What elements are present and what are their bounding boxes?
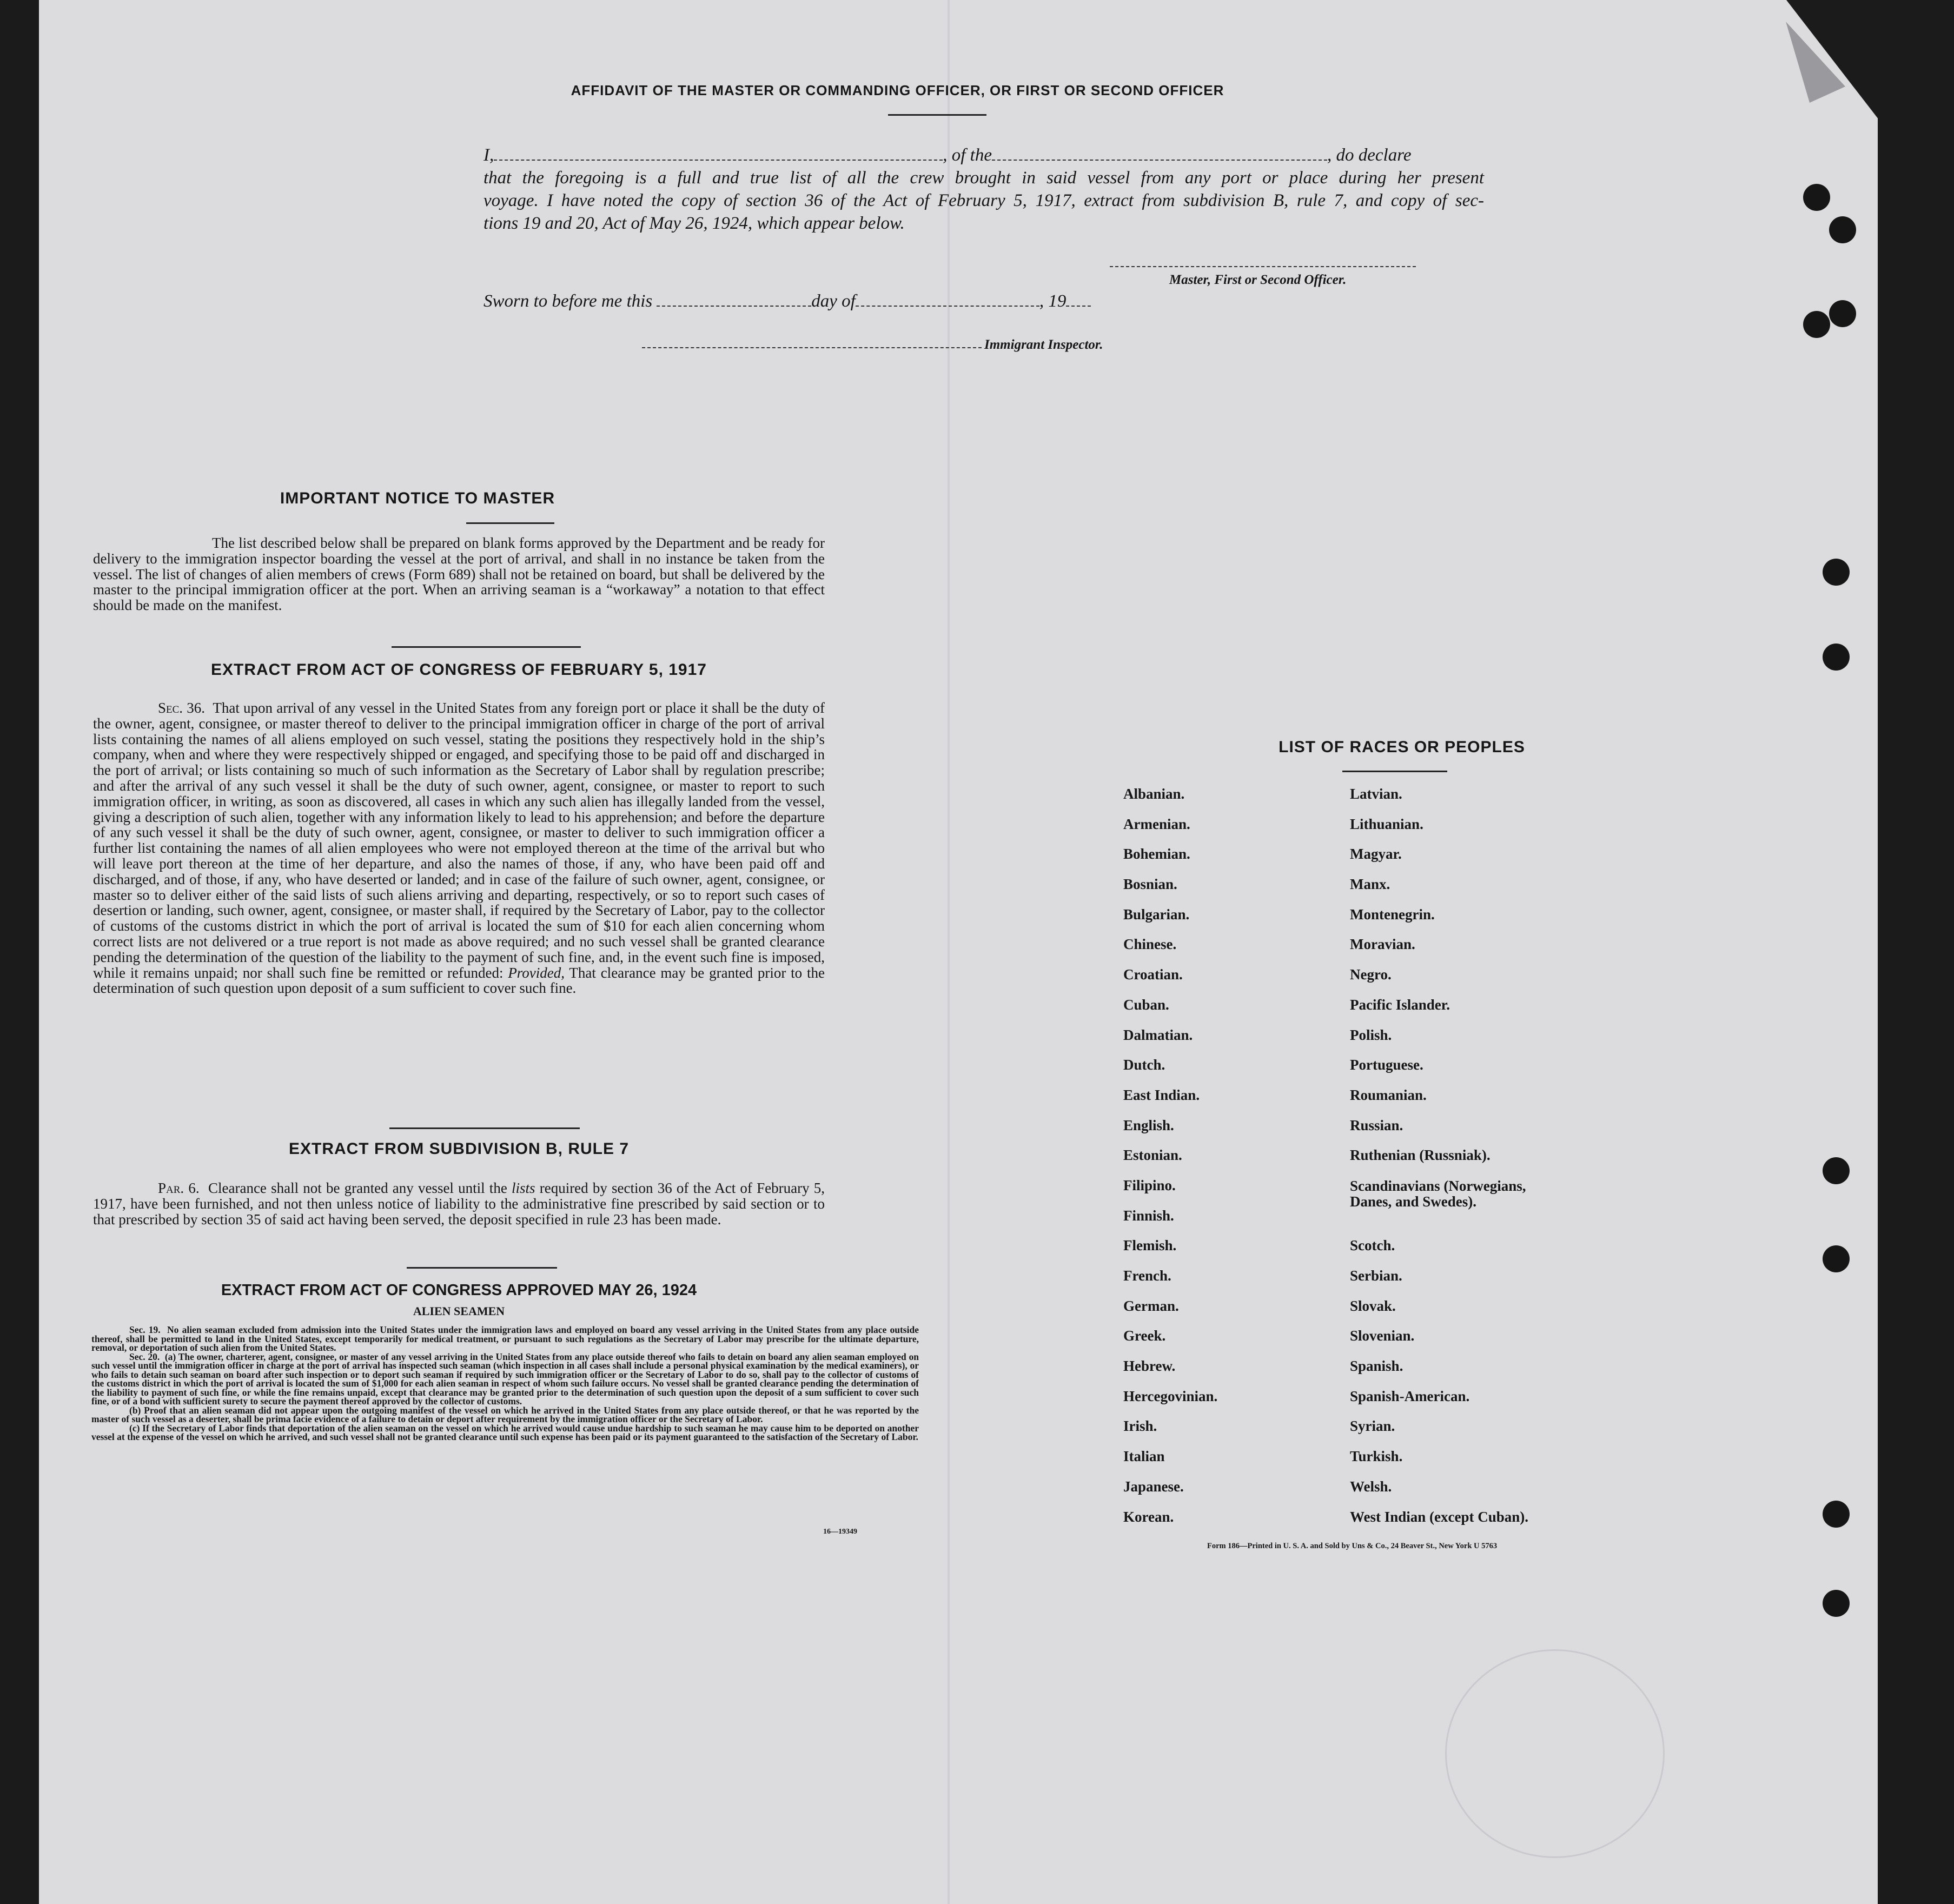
- race-item: French.: [1123, 1268, 1171, 1284]
- race-item: Lithuanian.: [1350, 815, 1423, 832]
- race-item: Japanese.: [1123, 1478, 1184, 1495]
- race-item: Negro.: [1350, 966, 1392, 983]
- race-item: Latvian.: [1350, 786, 1402, 802]
- punch-hole-icon: [1829, 300, 1856, 327]
- race-item: Chinese.: [1123, 936, 1177, 953]
- declaration-do-declare: , do declare: [1327, 145, 1412, 165]
- punch-hole-icon: [1823, 1590, 1850, 1617]
- race-item: Bohemian.: [1123, 846, 1190, 863]
- race-item: Hebrew.: [1123, 1358, 1176, 1375]
- sworn-year: , 19: [1039, 291, 1067, 311]
- alien-seamen-subtitle: ALIEN SEAMEN: [413, 1304, 505, 1318]
- punch-hole-icon: [1823, 559, 1850, 586]
- races-left-column: [1123, 787, 1329, 1540]
- lists-word: lists: [512, 1180, 535, 1196]
- race-item: Slovak.: [1350, 1297, 1396, 1314]
- sworn-prefix: Sworn to before me this: [483, 291, 653, 311]
- divider: [392, 646, 581, 648]
- embossed-seal-icon: [1445, 1649, 1665, 1858]
- sec-19-label: Sec. 19.: [129, 1324, 161, 1335]
- race-item: Italian: [1123, 1448, 1165, 1465]
- inspector-label: Immigrant Inspector.: [984, 337, 1103, 352]
- sec-19-text: No alien seaman excluded from admission into the United States under the immigration laws and employed on board any vessel arriving in the United States from any place outside thereof, shall be permitted to land in the United States, except temporarily for medical treatment, or pursuant to such regulations as the Secretary of Labor may prescribe for the ultimate departure, removal, or deportation of such alien from the United States.: [91, 1324, 919, 1353]
- race-item: Estonian.: [1123, 1147, 1182, 1164]
- sec-20c-text: (c) If the Secretary of Labor finds that deportation of the alien seaman on the vessel on which he arrived would cause undue hardship to such seaman he may cause him to be deported on another vessel at the expense of the vessel on which he arrived, and such vessel shall not be granted clearance until such expense has been paid or its payment guaranteed to the satisfaction of the Secretary of Labor.: [91, 1422, 919, 1442]
- race-item: Bulgarian.: [1123, 906, 1190, 923]
- race-item: Serbian.: [1350, 1268, 1402, 1284]
- race-item: Turkish.: [1350, 1448, 1403, 1465]
- race-item: Dalmatian.: [1123, 1026, 1193, 1043]
- race-item: Greek.: [1123, 1328, 1166, 1344]
- sec-20b-text: (b) Proof that an alien seaman did not appear upon the outgoing manifest of the vessel on which he arrived in the United States from any place outside thereof, or that he was reported by the master of such vessel as a deserter, shall be prima facie evidence of a failure to detain or deport after requirement by the immigration officer or the Secretary of Labor.: [91, 1404, 919, 1424]
- punch-hole-icon: [1823, 643, 1850, 671]
- race-item: Flemish.: [1123, 1237, 1177, 1254]
- master-signature-line: [1110, 266, 1416, 267]
- notice-body: The list described below shall be prepared on blank forms approved by the Department and be ready for delivery to the immigration inspector boarding the vessel at the port of arrival, and shall in no instance be taken from the vessel. The list of changes of alien members of crews (Form 689) shall not be retained on board, but shall be delivered by the master to the principal immigration officer at the port. When an arriving seaman is a “workaway” a notation to that effect should be made on the manifest.: [93, 535, 825, 614]
- inspector-signature-line: [642, 347, 982, 348]
- races-title: LIST OF RACES OR PEOPLES: [1279, 738, 1525, 756]
- race-item: Ruthenian (Russniak).: [1350, 1147, 1491, 1164]
- race-item: Spanish.: [1350, 1358, 1403, 1375]
- race-item: Armenian.: [1123, 815, 1190, 832]
- extract-1917-title: EXTRACT FROM ACT OF CONGRESS OF FEBRUARY 5, 1917: [211, 661, 707, 679]
- race-item: Welsh.: [1350, 1478, 1392, 1495]
- divider: [466, 522, 554, 524]
- race-item: Korean.: [1123, 1508, 1174, 1525]
- extract-rule7-title: EXTRACT FROM SUBDIVISION B, RULE 7: [288, 1140, 630, 1158]
- extract-rule7-body: [93, 1180, 825, 1227]
- sworn-month-blank: [856, 305, 1039, 307]
- race-item: Manx.: [1350, 876, 1390, 893]
- punch-hole-icon: [1823, 1245, 1850, 1272]
- race-item: Portuguese.: [1350, 1057, 1423, 1073]
- extract-1917-body: [93, 700, 825, 996]
- race-item: Montenegrin.: [1350, 906, 1435, 923]
- race-item: Hercegovinian.: [1123, 1388, 1218, 1404]
- punch-hole-icon: [1823, 1157, 1850, 1184]
- divider: [389, 1127, 580, 1129]
- divider: [888, 114, 986, 116]
- race-item: Dutch.: [1123, 1057, 1165, 1073]
- par-6-text-end: required by section 36 of the Act of February 5, 1917, have been furnished, and not then unless notice of liability to the administrative fine prescribed by said section or to that prescribed by section 35 of said act having been served, the deposit specified in rule 23 has been made.: [93, 1180, 825, 1228]
- punch-hole-icon: [1803, 311, 1830, 338]
- race-item: Scotch.: [1350, 1237, 1395, 1254]
- master-label: Master, First or Second Officer.: [1169, 273, 1347, 287]
- sec-20-label: Sec. 20.: [129, 1351, 160, 1362]
- declaration-line: that the foregoing is a full and true list of all the crew brought in said vessel from any port or place during her present: [483, 168, 1484, 188]
- declaration-of-the: , of the: [943, 145, 992, 165]
- race-item: Slovenian.: [1350, 1328, 1415, 1344]
- document-sheet: [39, 0, 1878, 1904]
- race-item: Irish.: [1123, 1418, 1157, 1435]
- page-fold-line: [948, 0, 950, 1904]
- divider: [407, 1267, 557, 1269]
- sec-36-label: Sec. 36.: [158, 700, 205, 716]
- punch-hole-icon: [1803, 184, 1830, 211]
- race-item: Roumanian.: [1350, 1086, 1427, 1103]
- race-item: Russian.: [1350, 1117, 1403, 1133]
- race-item: English.: [1123, 1117, 1174, 1133]
- race-item: Moravian.: [1350, 936, 1415, 953]
- race-item: Syrian.: [1350, 1418, 1395, 1435]
- extract-1924-body: [91, 1325, 919, 1442]
- sworn-line: [483, 290, 1091, 313]
- provided-word: Provided,: [508, 964, 565, 981]
- sec-36-text-end: That clearance may be granted prior to the determination of such question upon deposit of a sum sufficient to cover such fine.: [93, 964, 825, 997]
- divider: [1342, 771, 1447, 772]
- affidavit-title: AFFIDAVIT OF THE MASTER OR COMMANDING OFFICER, OR FIRST OR SECOND OFFICER: [571, 82, 1224, 98]
- race-item: Bosnian.: [1123, 876, 1177, 893]
- printer-imprint: Form 186—Printed in U. S. A. and Sold by Uns & Co., 24 Beaver St., New York U 5763: [1207, 1542, 1498, 1550]
- par-6-text: Clearance shall not be granted any vessel until the: [208, 1180, 507, 1196]
- vessel-blank: [992, 159, 1327, 161]
- par-6-label: Par. 6.: [158, 1180, 200, 1196]
- race-item: Magyar.: [1350, 846, 1402, 863]
- punch-hole-icon: [1829, 216, 1856, 243]
- races-right-column: [1350, 787, 1577, 1540]
- sec-36-text: That upon arrival of any vessel in the United States from any foreign port or place it shall be the duty of the owner, agent, consignee, or master thereof to deliver to the principal immigration officer in charge of the port of arrival lists containing the names of all aliens employed on such vessel, stating the positions they respectively hold in the ship’s company, when and where they were respectively shipped or engaged, and specifying those to be paid off and discharged in the port of arrival; or lists containing so much of such information as the Secretary of Labor shall by regulation prescribe; and after the arrival of any such vessel it shall be the duty of such owner, agent, consignee, or master to report to such immigration officer, in writing, as soon as discovered, all cases in which any such alien has illegally landed from the vessel, giving a description of such alien, together with any information likely to lead to his apprehension; and before the departure of any such vessel it shall be the duty of such owner, agent, consignee, or master to deliver to such immigration officer a further list containing the names of all alien employees who were not employed thereon at the time of the arrival but who will leave port thereon at the time of her departure, and also the names of those, if any, who have been paid off and discharged, and of those, if any, who have deserted or landed; and in case of the failure of such owner, agent, consignee, or master so to deliver either of the said lists of such aliens arriving and departing, respectively, or so to report such cases of desertion or landing, such owner, agent, consignee, or master shall, if required by the Secretary of Labor, pay to the collector of customs of the customs district in which the port of arrival is located the sum of $10 for each alien concerning whom correct lists are not delivered or a true report is not made as above required; and no such vessel shall be granted clearance pending the determination of the question of the liability to the payment of such fine, and, in the event such fine is imposed, while it remains unpaid; nor shall such fine be remitted or refunded:: [93, 700, 825, 981]
- race-item: Finnish.: [1123, 1207, 1174, 1224]
- notice-title: IMPORTANT NOTICE TO MASTER: [280, 489, 555, 507]
- race-item: Cuban.: [1123, 996, 1169, 1013]
- sworn-day-blank: [657, 305, 811, 307]
- race-item: West Indian (except Cuban).: [1350, 1508, 1529, 1525]
- race-item: Pacific Islander.: [1350, 996, 1450, 1013]
- name-blank: [494, 159, 943, 161]
- race-item: German.: [1123, 1297, 1179, 1314]
- affidavit-declaration: [483, 144, 1484, 235]
- extract-1924-title: EXTRACT FROM ACT OF CONGRESS APPROVED MAY 26, 1924: [221, 1282, 697, 1299]
- declaration-i: I,: [483, 145, 494, 165]
- punch-hole-icon: [1823, 1501, 1850, 1528]
- sworn-day-of: day of: [811, 291, 856, 311]
- declaration-line: voyage. I have noted the copy of section 36 of the Act of February 5, 1917, extract from subdivision B, rule 7, and copy of sec-: [483, 191, 1484, 210]
- sec-20a-text: (a) The owner, charterer, agent, consignee, or master of any vessel arriving in the United States from any place outside thereof who fails to detain on board any alien seaman employed on such vessel until the immigration officer in charge at the port of arrival has inspected such seaman (which inspection in all cases shall include a personal physical examination by the medical examiners), or who fails to detain such seaman on board after such inspection or to deport such seaman if required by such immigration officer or the Secretary of Labor to do so, shall pay to the collector of customs of the customs district in which the port of arrival is located the sum of $1,000 for each alien seaman in respect of whom such failure occurs. No vessel shall be granted clearance pending the determination of the liability to payment of such fine, or while the fine remains unpaid, except that clearance may be granted prior to the determination of such question upon the deposit of a sum sufficient to cover such fine, or of a bond with sufficient surety to secure the payment thereof approved by the collector of customs.: [91, 1351, 919, 1407]
- race-item: Polish.: [1350, 1026, 1392, 1043]
- race-item: Filipino.: [1123, 1177, 1176, 1193]
- race-item: Spanish-American.: [1350, 1388, 1470, 1404]
- race-item: Albanian.: [1123, 786, 1185, 802]
- race-item: East Indian.: [1123, 1086, 1200, 1103]
- form-code: 16—19349: [823, 1528, 857, 1536]
- declaration-line: tions 19 and 20, Act of May 26, 1924, which appear below.: [483, 214, 905, 233]
- race-item: Scandinavians (Norwegians, Danes, and Swedes).: [1350, 1177, 1526, 1210]
- race-item: Croatian.: [1123, 966, 1183, 983]
- sworn-year-blank: [1066, 305, 1091, 307]
